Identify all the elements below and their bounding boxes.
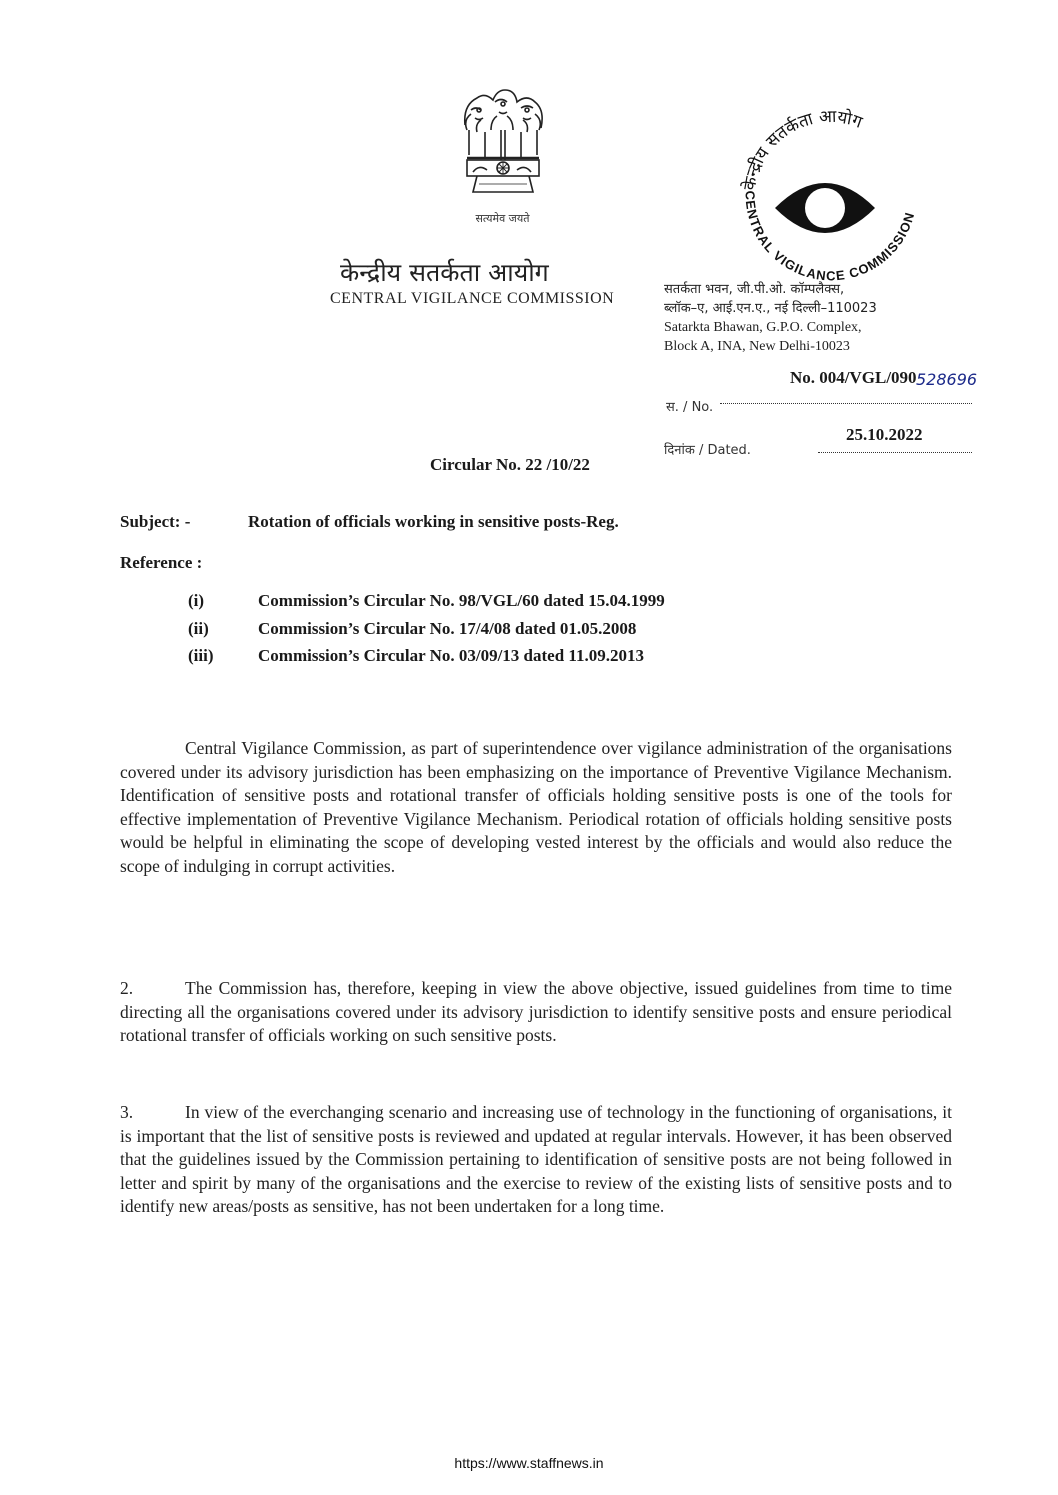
- reference-item-number: (ii): [188, 619, 209, 638]
- dated-value: 25.10.2022: [846, 425, 923, 444]
- dated-dotted-line: [818, 452, 972, 453]
- paragraph-number: 3.: [120, 1102, 134, 1122]
- reference-item-number: (i): [188, 591, 205, 610]
- no-label: स. / No.: [666, 400, 714, 415]
- no-dotted-line: [720, 403, 972, 404]
- address-hindi-line-2: ब्लॉक–ए, आई.एन.ए., नई दिल्ली–110023: [664, 301, 877, 316]
- reference-item-number: (iii): [188, 646, 214, 665]
- reference-item-text: Commission’s Circular No. 17/4/08 dated 01.05.2008: [258, 619, 637, 638]
- address-block: [664, 280, 1004, 356]
- address-english-line-1: Satarkta Bhawan, G.P.O. Complex,: [664, 320, 862, 335]
- subject-label: Subject: -: [120, 512, 191, 531]
- paragraph-number: 2.: [120, 978, 134, 998]
- seal-bottom-text: CENTRAL VIGILANCE COMMISSION: [742, 190, 918, 284]
- ref-suffix-handwritten: 528696: [916, 370, 978, 389]
- org-name-hindi: केन्द्रीय सतर्कता आयोग: [340, 258, 549, 287]
- reference-item-text: Commission’s Circular No. 03/09/13 dated 11.09.2013: [258, 646, 644, 665]
- paragraph-1: [120, 737, 952, 879]
- paragraph-text: The Commission has, therefore, keeping in view the above objective, issued guidelines from time to time directing all the organisations covered under its advisory jurisdiction to identify sensitive posts and ensure periodical rotational transfer of officials working on such sensitive posts.: [120, 978, 952, 1046]
- reference-item-text: Commission’s Circular No. 98/VGL/60 dated 15.04.1999: [258, 591, 665, 610]
- reference-item: [188, 591, 665, 611]
- reference-label: Reference :: [120, 553, 203, 572]
- ref-number: No. 004/VGL/090: [790, 368, 917, 387]
- reference-item: [188, 646, 644, 666]
- cvc-seal: [725, 100, 925, 300]
- eye-icon: [775, 183, 875, 233]
- subject-text: Rotation of officials working in sensitive posts-Reg.: [248, 512, 619, 531]
- address-english-line-2: Block A, INA, New Delhi-10023: [664, 339, 850, 354]
- dated-label: दिनांक / Dated.: [664, 443, 751, 458]
- national-emblem-icon: [455, 80, 550, 220]
- reference-item: [188, 619, 636, 639]
- address-hindi-line-1: सतर्कता भवन, जी.पी.ओ. कॉम्पलैक्स,: [664, 282, 845, 297]
- paragraph-2: [120, 977, 952, 1048]
- paragraph-text: In view of the everchanging scenario and increasing use of technology in the functioning of organisations, it is important that the list of sensitive posts is reviewed and updated at regular intervals. However, it has been observed that the guidelines issued by the Commission pertaining to identification of sensitive posts are not being followed in letter and spirit by many of the organisations and the exercise to review of the existing lists of sensitive posts and to identify new areas/posts as sensitive, has not been undertaken for a long time.: [120, 1102, 952, 1217]
- circular-number: Circular No. 22 /10/22: [430, 455, 590, 474]
- footer-url[interactable]: https://www.staffnews.in: [454, 1455, 604, 1471]
- paragraph-3: [120, 1101, 952, 1219]
- org-name-english: CENTRAL VIGILANCE COMMISSION: [330, 290, 615, 307]
- seal-top-text: केन्द्रीय सतर्कता आयोग: [739, 106, 865, 192]
- paragraph-text: Central Vigilance Commission, as part of superintendence over vigilance administration of the organisations covered under its advisory jurisdiction has been emphasizing on the importance of Preventive Vigilance Mechanism. Identification of sensitive posts and rotational transfer of officials holding sensitive posts is one of the tools for effective implementation of Preventive Vigilance Mechanism. Periodical rotation of officials holding sensitive posts would be helpful in eliminating the scope of developing vested interest by the officials and would also reduce the scope of indulging in corrupt activities.: [120, 738, 952, 876]
- emblem-motto: सत्यमेव जयते: [475, 212, 530, 225]
